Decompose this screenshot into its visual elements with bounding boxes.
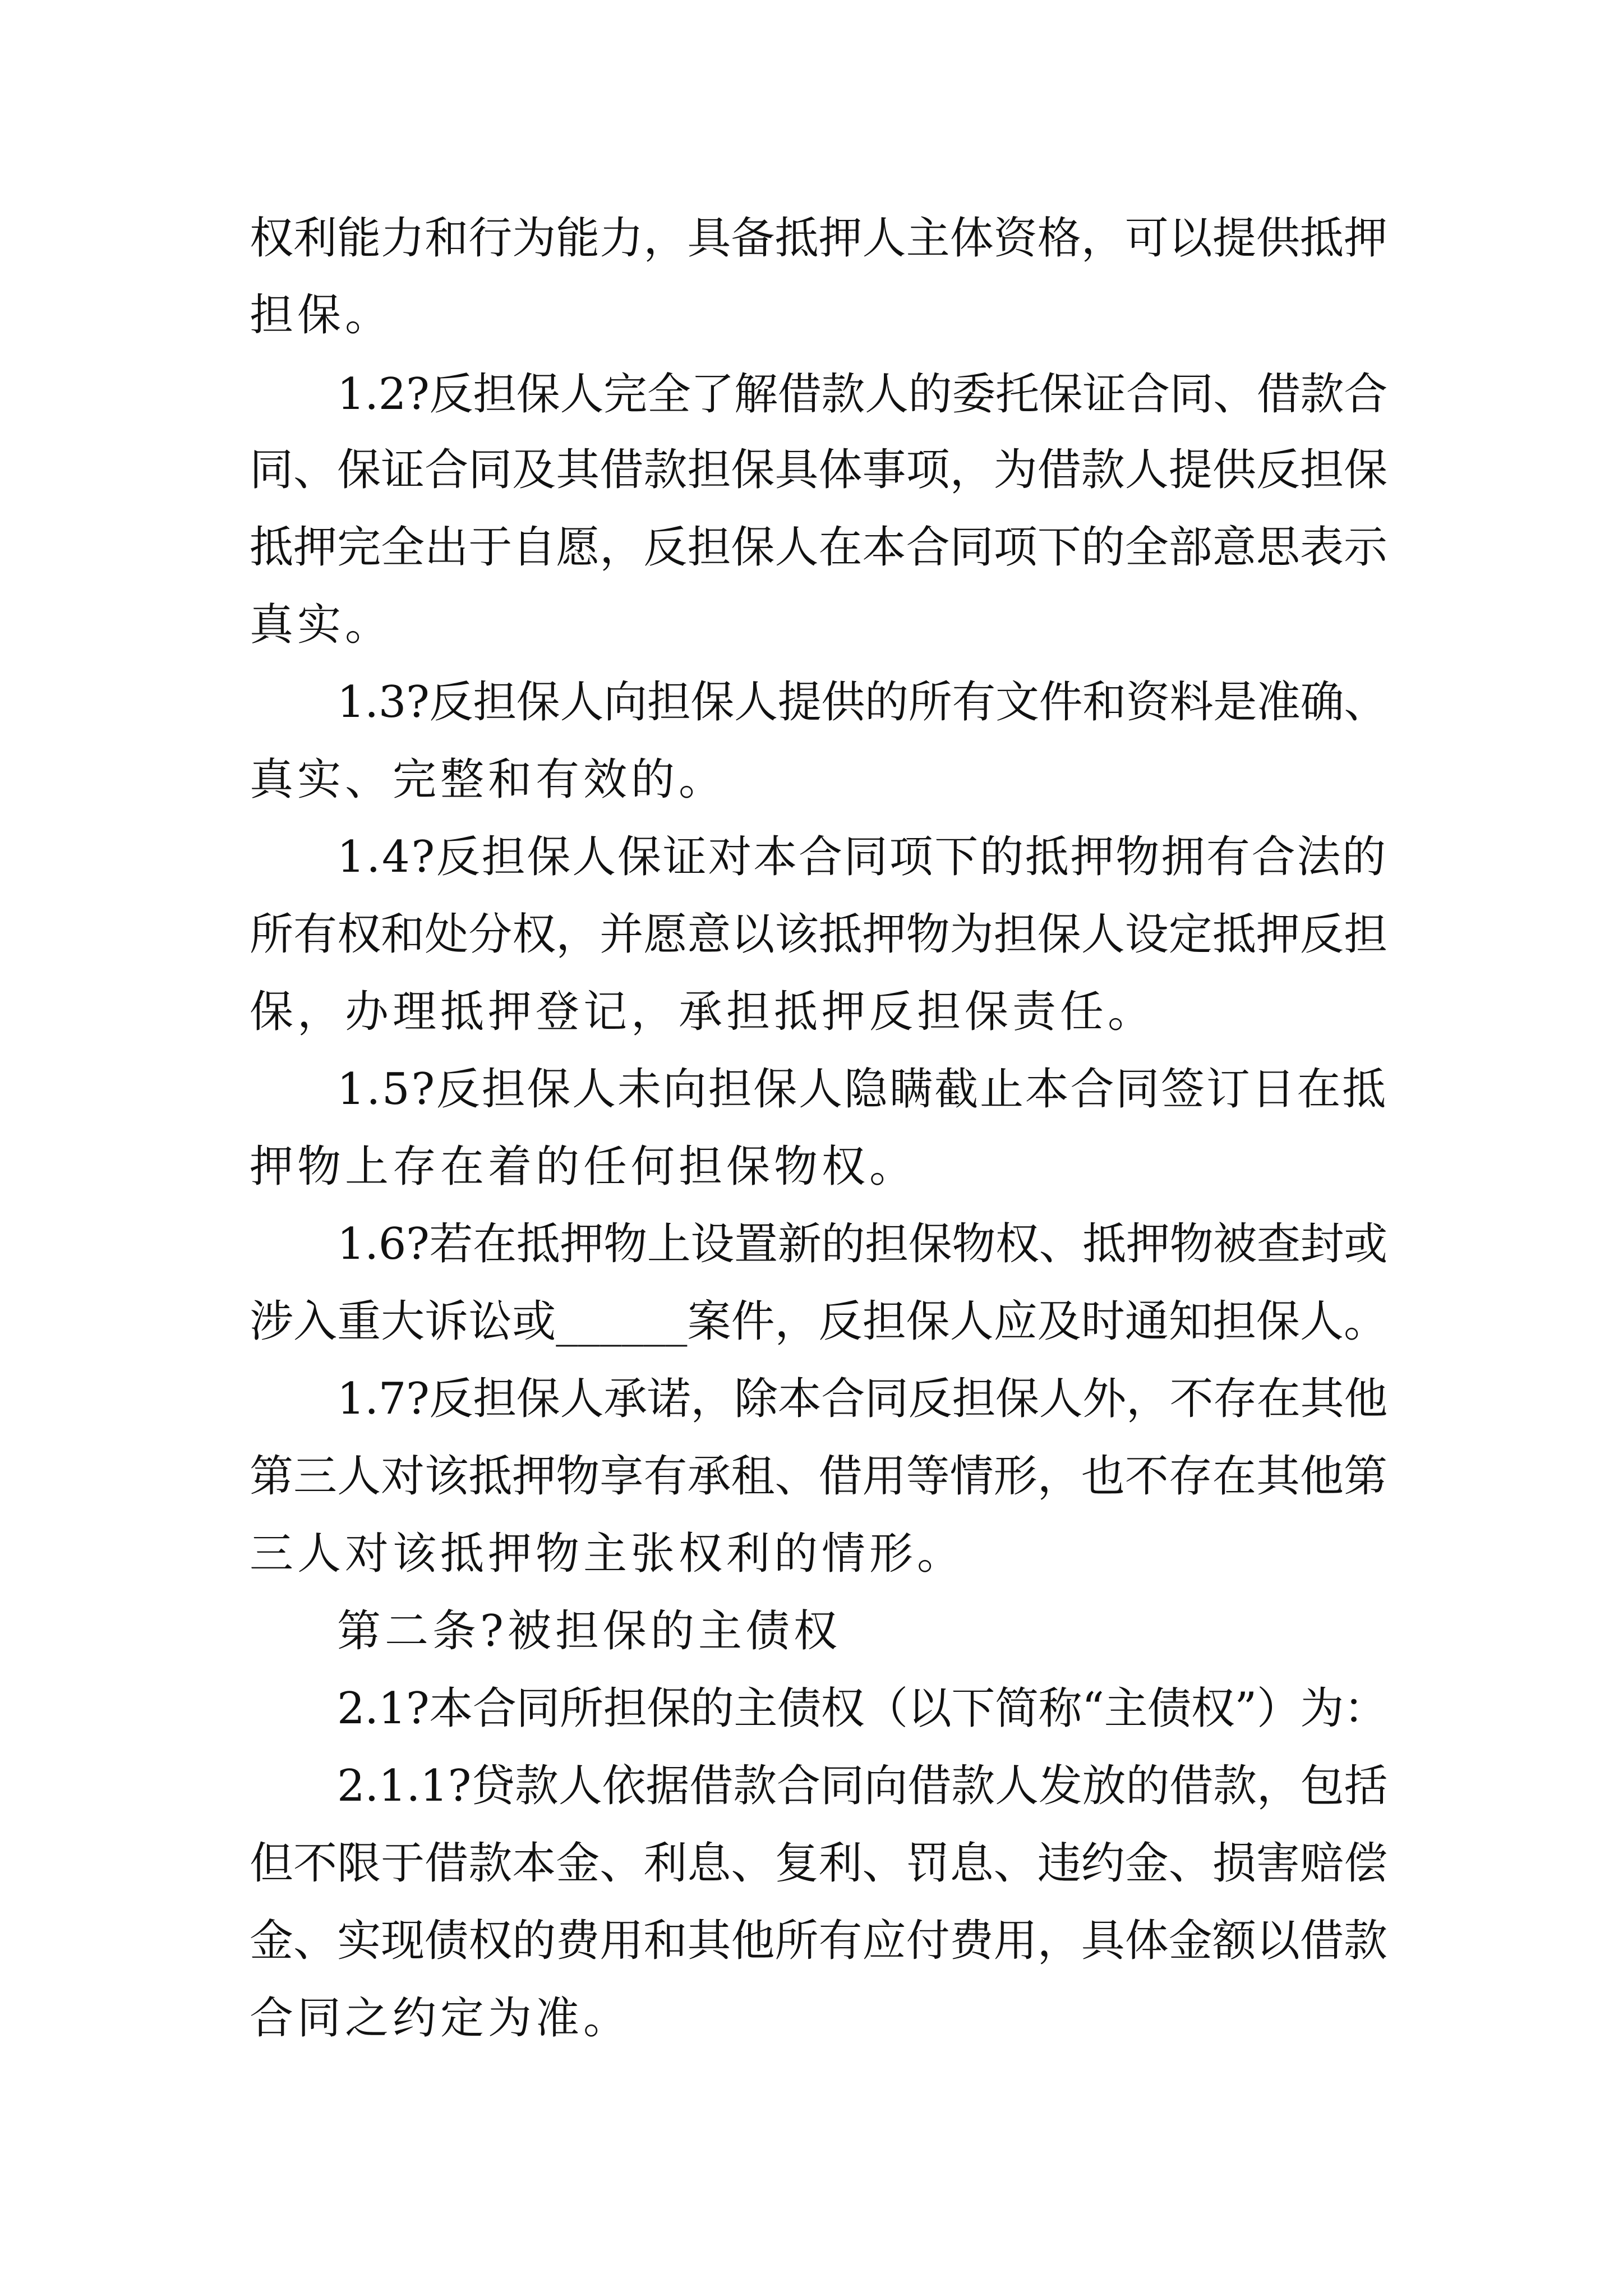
text-line: 合同之约定为准。 [250,1993,631,2044]
text-line: 金、实现债权的费用和其他所有应付费用，具体金额以借款 [250,1916,1388,1966]
text-line: 1.7?反担保人承诺，除本合同反担保人外，不存在其他 [337,1374,1387,1424]
text-line: 1.3?反担保人向担保人提供的所有文件和资料是准确、 [337,677,1387,728]
text-line: 1.5?反担保人未向担保人隐瞒截止本合同签订日在抵 [337,1064,1387,1115]
text-line: 抵押完全出于自愿，反担保人在本合同项下的全部意思表示 [250,522,1388,573]
text-line: 1.6?若在抵押物上设置新的担保物权、抵押物被查封或 [337,1219,1387,1269]
text-line: 2.1?本合同所担保的主债权（以下简称“主债权”）为： [337,1683,1387,1734]
text-line: 同、保证合同及其借款担保具体事项，为借款人提供反担保 [250,445,1388,495]
text-line: 真实。 [250,600,393,650]
section-heading: 第二条?被担保的主债权 [337,1606,841,1657]
text-line: 涉入重大诉讼或______案件，反担保人应及时通知担保人。 [250,1296,1388,1347]
text-line: 真实、完整和有效的。 [250,754,727,805]
text-line: 1.4?反担保人保证对本合同项下的抵押物拥有合法的 [337,832,1387,882]
text-line: 2.1.1?贷款人依据借款合同向借款人发放的借款，包括 [337,1761,1388,1811]
text-line: 保，办理抵押登记，承担抵押反担保责任。 [250,987,1156,1037]
text-line: 第三人对该抵押物享有承租、借用等情形，也不存在其他第 [250,1451,1388,1502]
text-line: 但不限于借款本金、利息、复利、罚息、违约金、损害赔偿 [250,1838,1388,1889]
text-line: 三人对该抵押物主张权利的情形。 [250,1529,965,1579]
text-line: 权利能力和行为能力，具备抵押人主体资格，可以提供抵押 [250,213,1388,264]
text-line: 所有权和处分权，并愿意以该抵押物为担保人设定抵押反担 [250,909,1388,960]
text-line: 1.2?反担保人完全了解借款人的委托保证合同、借款合 [337,369,1387,420]
text-line: 担保。 [250,290,393,341]
text-line: 押物上存在着的任何担保物权。 [250,1142,917,1192]
